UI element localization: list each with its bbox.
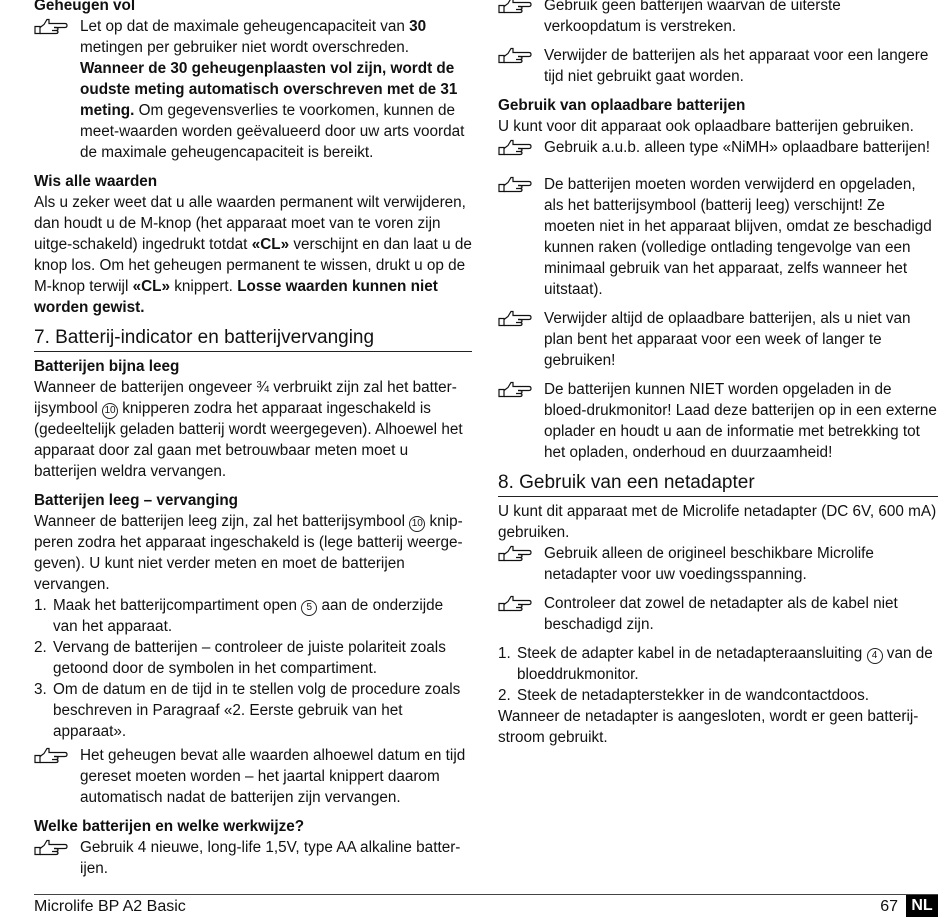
low-battery-heading: Batterijen bijna leeg xyxy=(34,358,180,375)
which-batteries-heading: Welke batterijen en welke werkwijze? xyxy=(34,818,305,835)
reference-number: 5 xyxy=(301,600,317,616)
memory-note: Let op dat de maximale geheugencapaciteit van 30 metingen per gebruiker niet wordt overschreden. Wanneer de 30 geheugenplaasten vol zijn, wordt de oudste meting automatisch overschreven met de 31 meting. Om gegevensverlies te voorkomen, kunnen de meet-waarden worden geëvalueerd door uw arts voordat de maximale geheugencapaciteit is bereikt. xyxy=(34,16,472,163)
list-item: 1. Maak het batterijcompartiment open 5 aan de onderzijde van het apparaat. xyxy=(34,597,444,635)
pointing-hand-icon xyxy=(498,543,532,564)
reference-number: 10 xyxy=(409,516,425,532)
closing-paragraph: Wanneer de netadapter is aangesloten, wordt er geen batterij-stroom gebruikt. xyxy=(498,708,919,746)
pointing-hand-icon xyxy=(34,16,68,37)
cable-note: Controleer dat zowel de netadapter als de kabel niet beschadigd zijn. xyxy=(498,593,938,635)
memory-heading: Geheugen vol xyxy=(34,0,136,14)
right-column xyxy=(498,0,938,748)
page-footer xyxy=(34,894,938,915)
reference-number: 10 xyxy=(102,403,118,419)
pointing-hand-icon xyxy=(498,308,532,329)
rechargeable-paragraph: U kunt voor dit apparaat ook oplaadbare batterijen gebruiken. xyxy=(498,118,914,135)
pointing-hand-icon xyxy=(498,174,532,195)
list-item: 2. Vervang de batterijen – controleer de juiste polariteit zoals getoond door de symbolen in het compartiment. xyxy=(34,639,446,677)
list-item: 1. Steek de adapter kabel in de netadapteraansluiting 4 van de bloeddrukmonitor. xyxy=(498,645,933,683)
section-7-title: 7. Batterij-indicator en batterijvervanging xyxy=(34,326,472,352)
reference-number: 4 xyxy=(867,648,883,664)
pointing-hand-icon xyxy=(34,745,68,766)
original-adapter-note: Gebruik alleen de origineel beschikbare Microlife netadapter voor uw voedingsspanning. xyxy=(498,543,938,585)
section-8-title: 8. Gebruik van een netadapter xyxy=(498,471,938,497)
pointing-hand-icon xyxy=(498,0,532,16)
charge-note: De batterijen moeten worden verwijderd en opgeladen, als het batterijsymbool (batterij leeg) verschijnt! Ze moeten niet in het apparaat blijven, omdat ze beschadigd kunnen raken (volledige ontlading tengevolge van een minimaal gebruik van het apparaat, zelfs wanneer het uitstaat). xyxy=(498,174,938,300)
adapter-paragraph: U kunt dit apparaat met de Microlife netadapter (DC 6V, 600 mA) gebruiken. xyxy=(498,503,937,541)
clear-heading: Wis alle waarden xyxy=(34,173,158,190)
replacement-steps xyxy=(34,595,472,742)
left-column xyxy=(34,0,472,887)
list-item: 3. Om de datum en de tijd in te stellen volg de procedure zoals beschreven in Paragraaf «2. Eerste gebruik van het apparaat». xyxy=(34,681,461,740)
pointing-hand-icon xyxy=(498,137,532,158)
rechargeable-heading: Gebruik van oplaadbare batterijen xyxy=(498,97,746,114)
empty-battery-paragraph: Wanneer de batterijen leeg zijn, zal het batterijsymbool 10 knip-peren zodra het apparaat ingeschakeld is (lege batterij weerge-geven). U kunt niet verder meten en moet de batterijen vervangen. xyxy=(34,513,463,593)
remove-batteries-note: Verwijder de batterijen als het apparaat voor een langere tijd niet gebruikt gaat worden. xyxy=(498,45,938,87)
expiry-note: Gebruik geen batterijen waarvan de uiterste verkoopdatum is verstreken. xyxy=(498,0,938,37)
page-number: 67 xyxy=(880,898,898,915)
empty-battery-heading: Batterijen leeg – vervanging xyxy=(34,492,239,509)
pointing-hand-icon xyxy=(34,837,68,858)
adapter-steps xyxy=(498,643,938,706)
battery-type-note: Gebruik 4 nieuwe, long-life 1,5V, type AA alkaline batter-ijen. xyxy=(34,837,472,879)
clear-paragraph: Als u zeker weet dat u alle waarden permanent wilt verwijderen, dan houdt u de M-knop (het apparaat moet van te voren zijn uitge-schakeld) ingedrukt totdat «CL» verschijnt en dan laat u de knop los. Om het geheugen permanent te wissen, drukt u op de M-knop terwijl «CL» knippert. Losse waarden kunnen niet worden gewist. xyxy=(34,194,472,316)
low-battery-paragraph: Wanneer de batterijen ongeveer ¾ verbruikt zijn zal het batter-ijsymbool 10 knipperen zodra het apparaat ingeschakeld is (gedeeltelijk geladen batterij wordt weergegeven). Alhoewel het apparaat door zal gaan met betrouwbaar meten moet u batterijen weldra vervangen. xyxy=(34,379,463,480)
list-item: 2. Steek de netadapterstekker in de wandcontactdoos. xyxy=(498,687,870,704)
pointing-hand-icon xyxy=(498,45,532,66)
nimh-note: Gebruik a.u.b. alleen type «NiMH» oplaadbare batterijen! xyxy=(498,137,938,158)
memory-retained-note: Het geheugen bevat alle waarden alhoewel datum en tijd gereset moeten worden – het jaartal knippert daarom automatisch nadat de batterijen zijn vervangen. xyxy=(34,745,472,808)
week-note: Verwijder altijd de oplaadbare batterijen, als u niet van plan bent het apparaat voor een week of langer te gebruiken! xyxy=(498,308,938,371)
product-name: Microlife BP A2 Basic xyxy=(34,898,186,915)
not-in-monitor-note: De batterijen kunnen NIET worden opgeladen in de bloed-drukmonitor! Laad deze batterijen op in een externe oplader en houdt u aan de informatie met betrekking tot het opladen, onderhoud en duurzaamheid! xyxy=(498,379,938,463)
pointing-hand-icon xyxy=(498,379,532,400)
pointing-hand-icon xyxy=(498,593,532,614)
language-badge: NL xyxy=(906,895,938,917)
